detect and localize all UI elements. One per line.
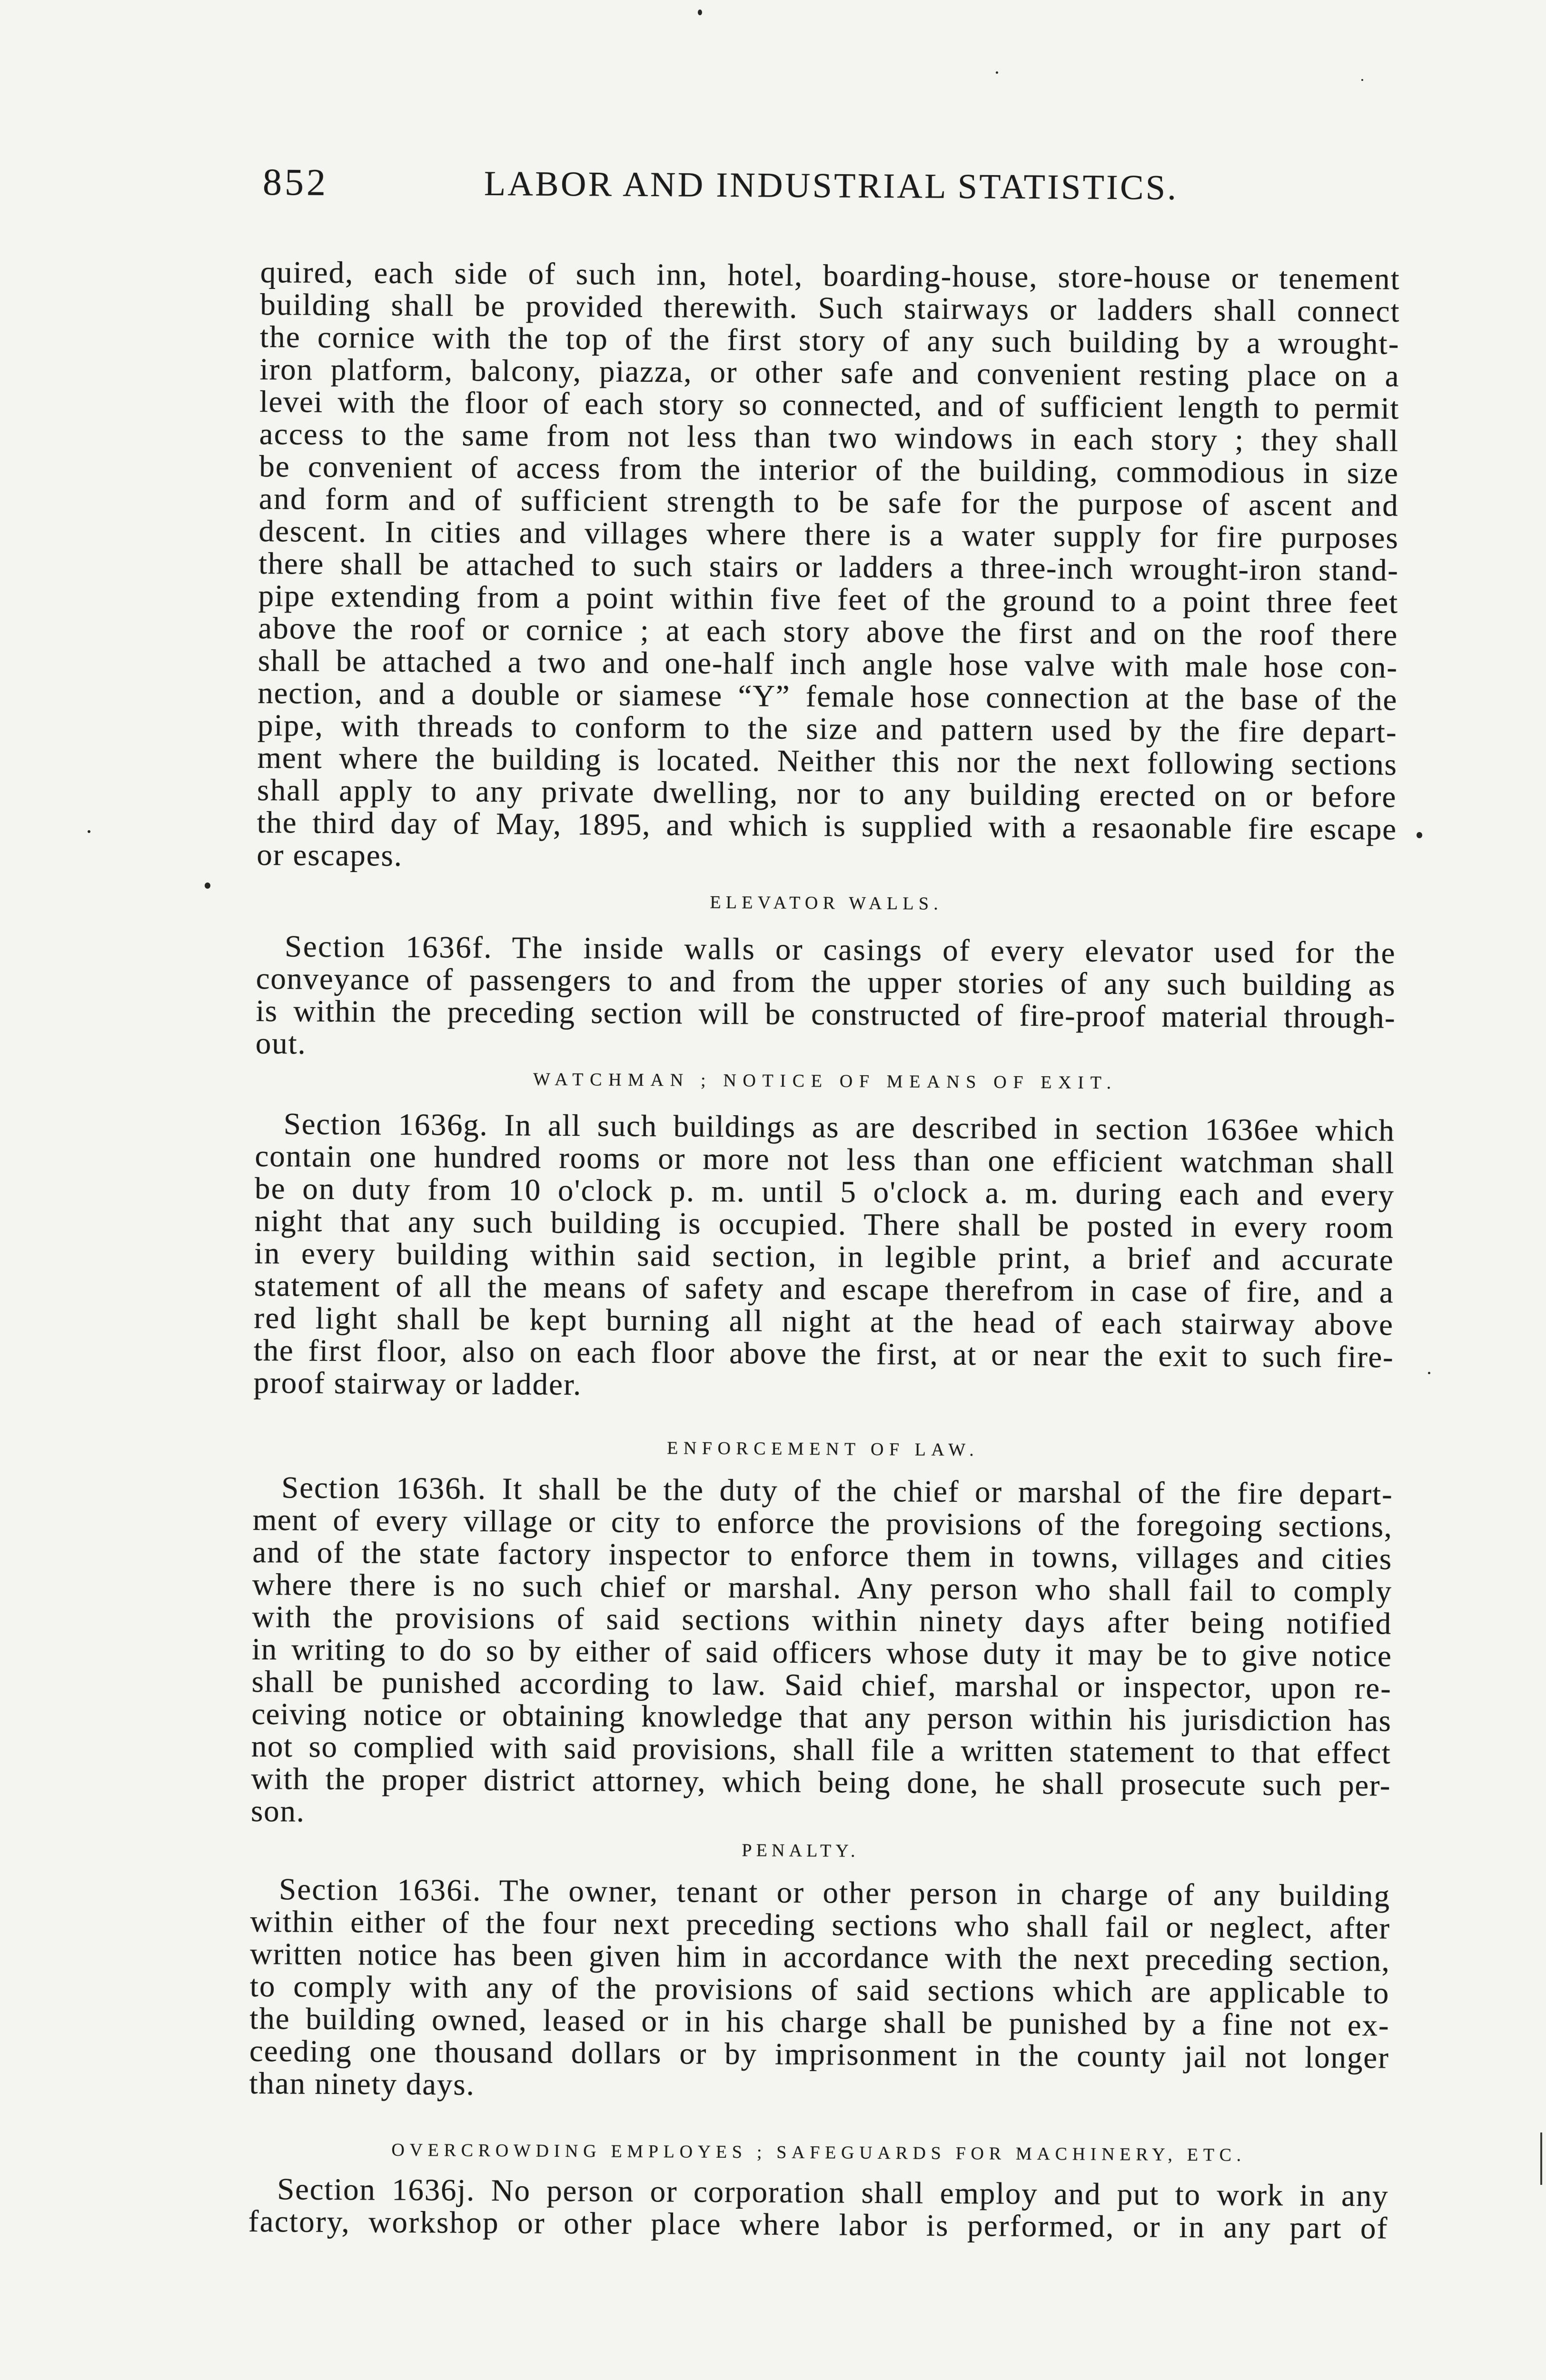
section-heading: ELEVATOR WALLS.: [710, 892, 943, 914]
text-line: factory, workshop or other place where labor is performed, or in any part of: [248, 2204, 1388, 2246]
paragraph: [256, 930, 1397, 1067]
text-line: shall be punished according to law. Said chief, marshal or inspector, upon re-: [251, 1664, 1392, 1706]
text-line: access to the same from not less than two windows in each story ; they shall: [259, 416, 1399, 458]
text-line: be convenient of access from the interior of the building, commodious in size: [259, 449, 1399, 491]
text-line: building shall be provided therewith. Such stairways or ladders shall connect: [260, 287, 1400, 329]
text-line: the cornice with the top of the first story of any such building by a wrought-: [259, 319, 1400, 361]
text-line: conveyance of passengers to and from the upper stories of any such building as: [256, 961, 1396, 1003]
text-line: iron platform, balcony, piazza, or other safe and convenient resting place on a: [259, 352, 1400, 394]
paragraph: [251, 1471, 1393, 1835]
text-line: nection, and a double or siamese “Y” female hose connection at the base of the: [258, 675, 1398, 717]
text-line: Section 1636j. No person or corporation shall employ and put to work in any: [277, 2172, 1389, 2213]
section-heading: PENALTY.: [742, 1840, 860, 1861]
paragraph: [253, 1108, 1395, 1406]
text-line: or escapes.: [257, 837, 403, 873]
text-line: and form and of sufficient strength to be safe for the purpose of ascent and: [258, 481, 1399, 523]
text-line: than ninety days.: [249, 2066, 475, 2102]
text-line: in every building within said section, in legible print, a brief and accurate: [254, 1236, 1395, 1278]
text-line: ment where the building is located. Neither this nor the next following sections: [257, 740, 1397, 782]
scan-speck: [1417, 832, 1422, 838]
text-line: Section 1636i. The owner, tenant or other person in charge of any building: [278, 1872, 1391, 1914]
paragraph: [249, 1873, 1390, 2107]
scan-speck: [1428, 1372, 1430, 1374]
text-line: descent. In cities and villages where there is a water supply for fire purposes: [258, 514, 1399, 555]
text-line: not so complied with said provisions, shall file a written statement to that effect: [251, 1729, 1391, 1771]
text-line: levei with the floor of each story so connected, and of sufficient length to permit: [259, 384, 1400, 426]
text-line: Section 1636h. It shall be the duty of the chief or marshal of the fire depart-: [281, 1470, 1393, 1512]
text-line: statement of all the means of safety and escape therefrom in case of fire, and a: [254, 1268, 1394, 1310]
text-line: ceeding one thousand dollars or by imprisonment in the county jail not longer: [249, 2033, 1390, 2075]
running-head: [0, 160, 1404, 210]
text-line: pipe, with threads to conform to the size and pattern used by the fire depart-: [257, 708, 1398, 750]
text-line: pipe extending from a point within five feet of the ground to a point three feet: [258, 578, 1399, 620]
text-line: where there is no such chief or marshal. Any person who shall fail to comply: [252, 1567, 1393, 1609]
running-title: LABOR AND INDUSTRIAL STATISTICS.: [484, 164, 1179, 208]
paragraph: [248, 2173, 1389, 2245]
text-line: quired, each side of such inn, hotel, boarding-house, store-house or tenement: [260, 255, 1401, 297]
page-number: 852: [262, 161, 329, 204]
text-line: with the proper district attorney, which being done, he shall prosecute such per-: [251, 1761, 1391, 1803]
text-line: red light shall be kept burning all night at the head of each stairway above: [254, 1300, 1394, 1342]
text-line: shall apply to any private dwelling, nor to any building erected on or before: [257, 773, 1397, 814]
text-line: written notice has been given him in accordance with the next preceding section,: [250, 1936, 1390, 1978]
text-line: to comply with any of the provisions of said sections which are applicable to: [249, 1969, 1390, 2011]
section-heading: OVERCROWDING EMPLOYES ; SAFEGUARDS FOR MACHINERY, ETC.: [391, 2140, 1247, 2165]
text-line: shall be attached a two and one-half inch angle hose valve with male hose con-: [258, 643, 1398, 685]
text-line: contain one hundred rooms or more not less than one efficient watchman shall: [255, 1139, 1395, 1180]
text-line: be on duty from 10 o'clock p. m. until 5 o'clock a. m. during each and every: [254, 1171, 1395, 1213]
text-line: is within the preceding section will be constructed of fire-proof material through-: [256, 993, 1396, 1035]
text-line: the third day of May, 1895, and which is supplied with a resaonable fire escape: [257, 805, 1397, 847]
text-line: with the provisions of said sections within ninety days after being notified: [252, 1599, 1392, 1641]
text-line: proof stairway or ladder.: [253, 1365, 582, 1402]
text-line: Section 1636g. In all such buildings as are described in section 1636ee which: [283, 1107, 1395, 1148]
text-line: the first floor, also on each floor above the first, at or near the exit to such fire-: [253, 1333, 1394, 1375]
paragraph: [257, 256, 1400, 878]
text-line: and of the state factory inspector to enforce them in towns, villages and cities: [252, 1535, 1393, 1577]
text-line: Section 1636f. The inside walls or casings of every elevator used for the: [284, 929, 1397, 971]
text-line: in writing to do so by either of said officers whose duty it may be to give notice: [251, 1632, 1392, 1674]
section-heading: ENFORCEMENT OF LAW.: [667, 1438, 980, 1460]
section-heading: WATCHMAN ; NOTICE OF MEANS OF EXIT.: [533, 1069, 1118, 1093]
text-line: ment of every village or city to enforce the provisions of the foregoing sections,: [252, 1502, 1393, 1544]
text-line: out.: [255, 1026, 307, 1061]
text-line: ceiving notice or obtaining knowledge that any person within his jurisdiction has: [251, 1696, 1392, 1738]
text-line: the building owned, leased or in his charge shall be punished by a fine not ex-: [249, 2001, 1390, 2043]
text-line: son.: [250, 1794, 306, 1829]
text-line: above the roof or cornice ; at each story above the first and on the roof there: [258, 611, 1398, 653]
text-line: there shall be attached to such stairs or ladders a three-inch wrought-iron stand-: [258, 546, 1399, 588]
scan-edge-mark: [1540, 2132, 1542, 2185]
text-line: night that any such building is occupied. There shall be posted in every room: [254, 1203, 1395, 1245]
text-line: within either of the four next preceding sections who shall fail or neglect, after: [250, 1904, 1391, 1946]
